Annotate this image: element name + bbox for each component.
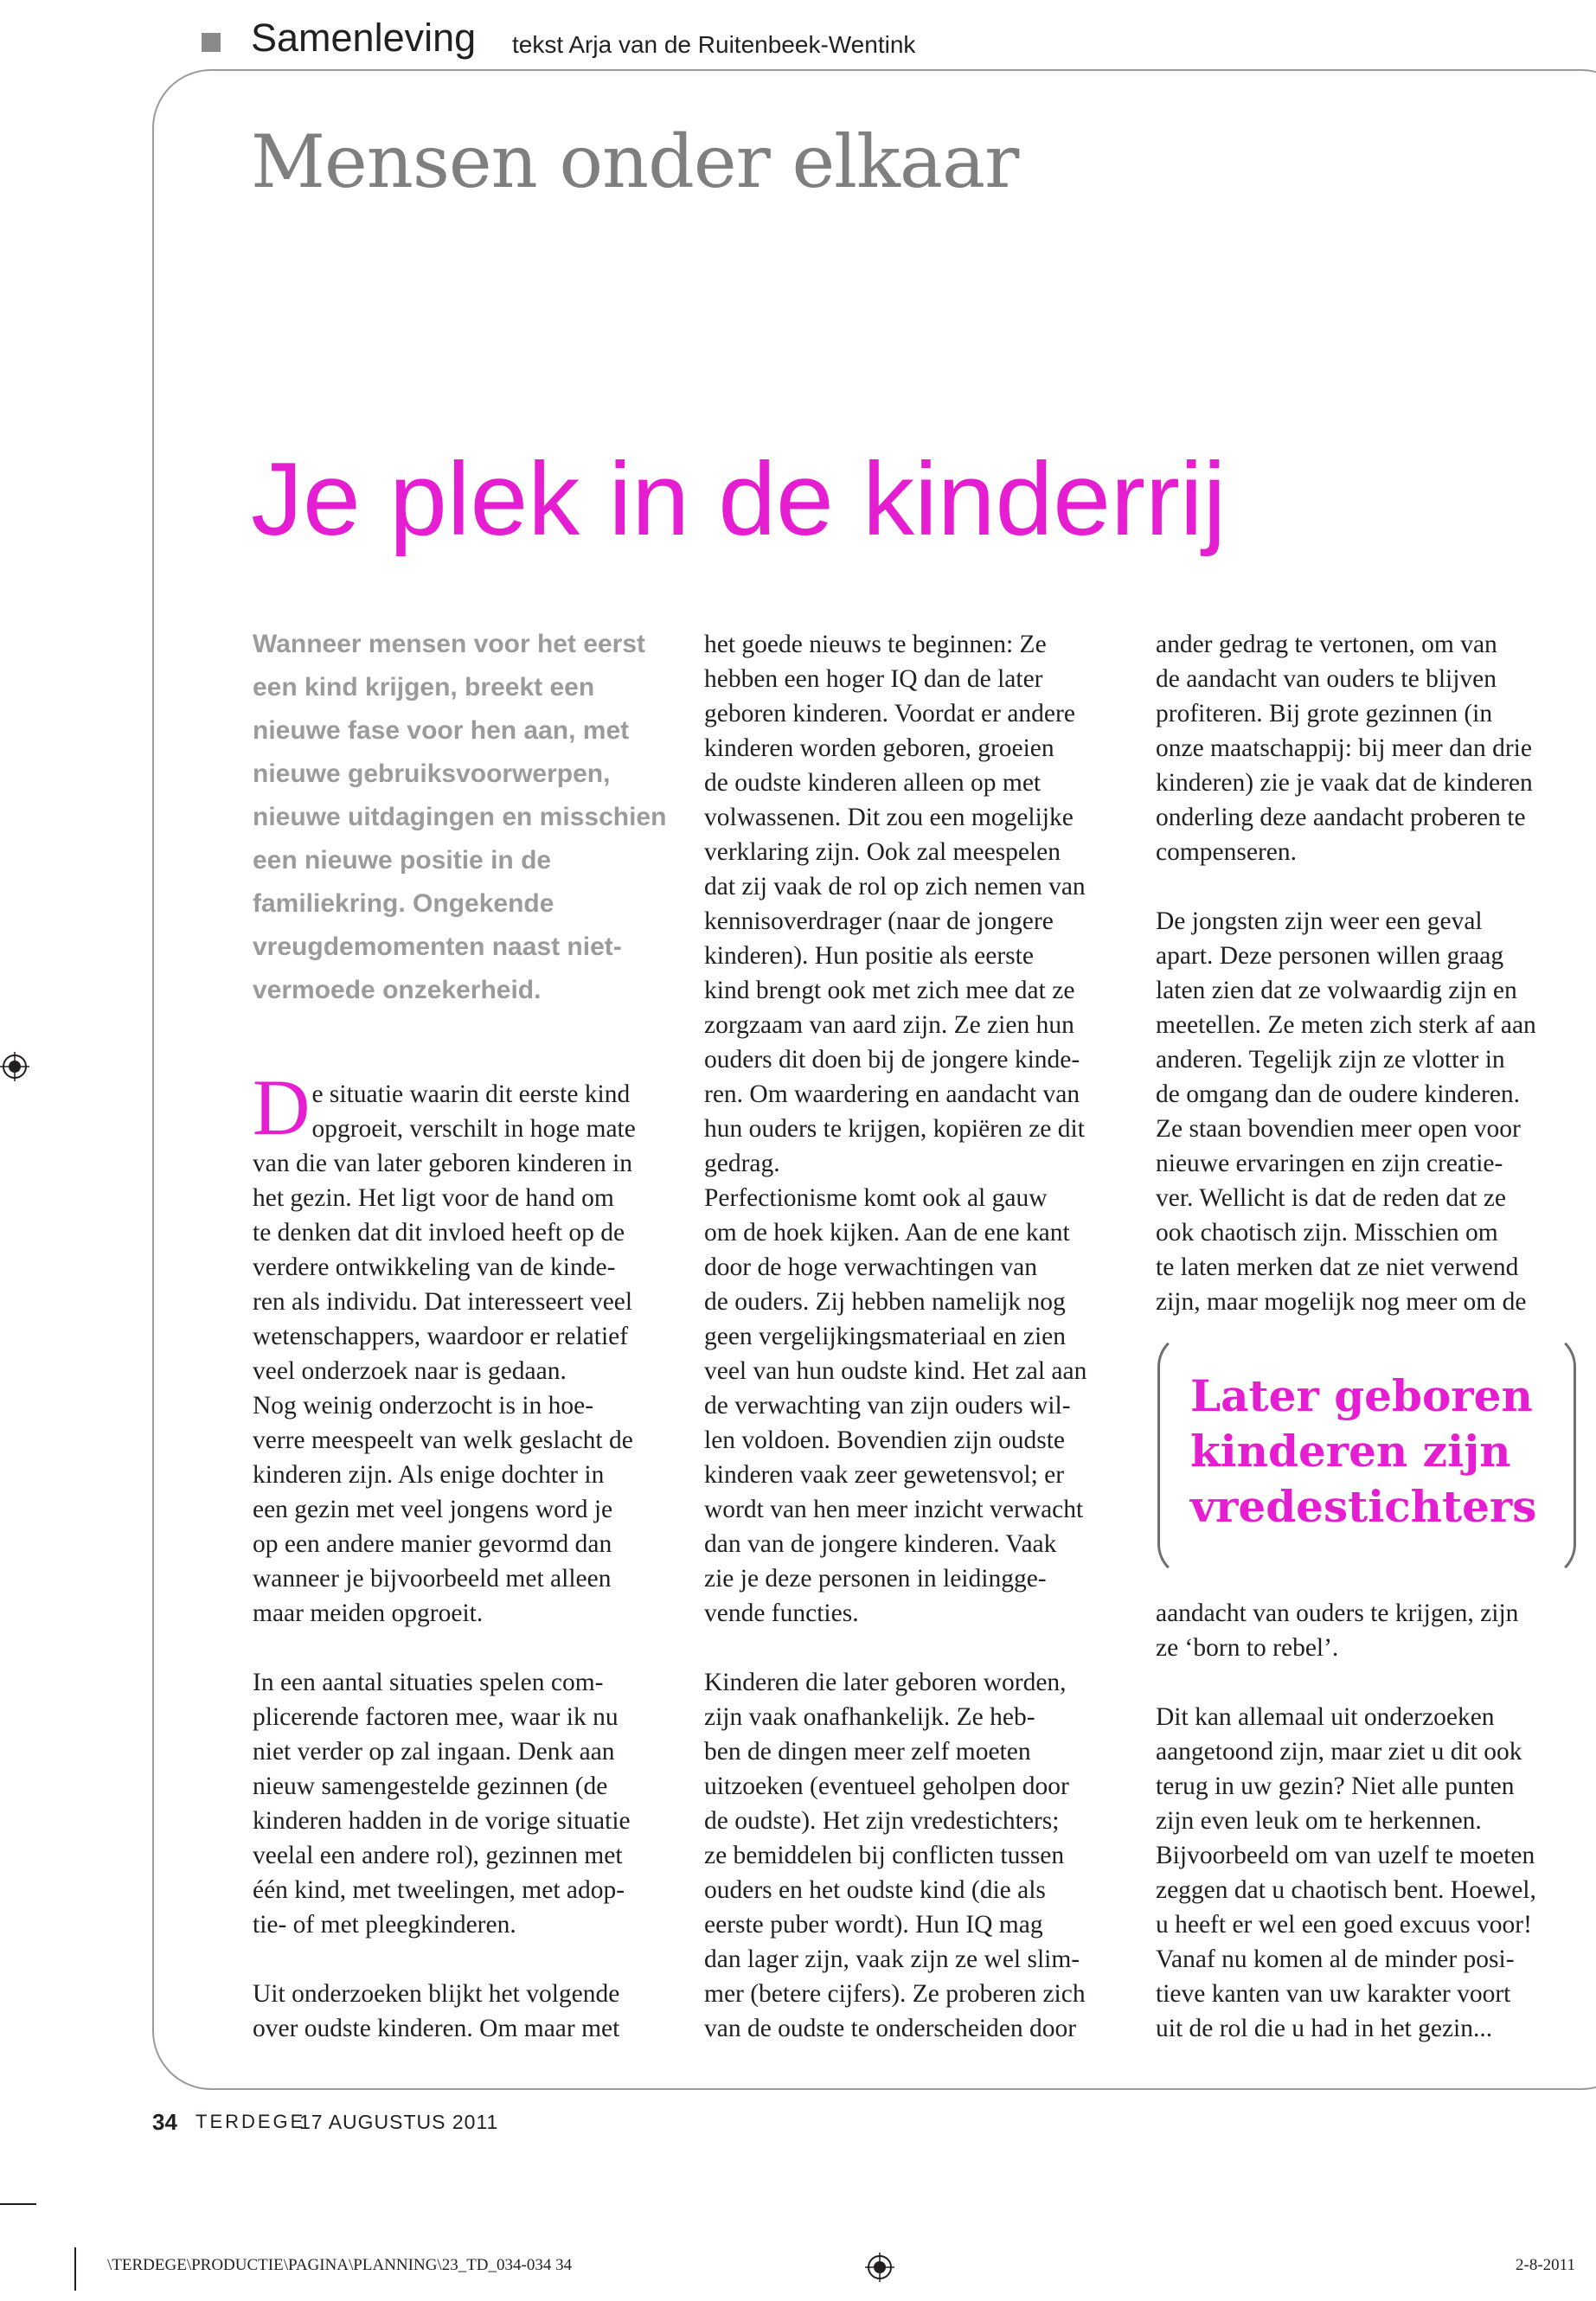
body-line: zeggen dat u chaotisch bent. Hoewel, <box>1156 1876 1536 1904</box>
body-line: zijn, maar mogelijk nog meer om de <box>1156 1288 1527 1316</box>
body-line: niet verder op zal ingaan. Denk aan <box>253 1738 615 1766</box>
body-line: wordt van hen meer inzicht verwacht <box>704 1496 1084 1523</box>
body-line: In een aantal situaties spelen com- <box>253 1669 604 1696</box>
body-line: kinderen worden geboren, groeien <box>704 734 1054 762</box>
issue-date: 17 AUGUSTUS 2011 <box>299 2111 499 2133</box>
body-line: nieuw samengestelde gezinnen (de <box>253 1772 608 1800</box>
body-column-3-bottom <box>1156 1596 1588 2046</box>
body-line: ze bemiddelen bij conflicten tussen <box>704 1842 1065 1869</box>
body-line: maar meiden opgroeit. <box>253 1599 484 1627</box>
body-line: de ouders. Zij hebben namelijk nog <box>704 1288 1066 1316</box>
body-line: Uit onderzoeken blijkt het volgende <box>253 1980 620 2008</box>
crop-mark <box>0 2203 36 2205</box>
body-line: Kinderen die later geboren worden, <box>704 1669 1067 1696</box>
body-line: van die van later geboren kinderen in <box>253 1150 633 1177</box>
body-line: kinderen). Hun positie als eerste <box>704 942 1034 970</box>
body-line: verklaring zijn. Ook zal meespelen <box>704 838 1061 866</box>
body-line: aandacht van ouders te krijgen, zijn <box>1156 1599 1519 1627</box>
body-line: kind brengt ook met zich mee dat ze <box>704 977 1075 1004</box>
body-line: veel onderzoek naar is gedaan. <box>253 1357 567 1385</box>
body-column-3-top <box>1156 627 1588 1319</box>
body-line: geen vergelijkingsmateriaal en zien <box>704 1323 1067 1350</box>
body-line: compenseren. <box>1156 838 1297 866</box>
registration-mark-icon <box>865 2253 894 2282</box>
magazine-name: TERDEGE <box>195 2111 306 2132</box>
body-line: de omgang dan de oudere kinderen. <box>1156 1080 1521 1108</box>
body-line: volwassenen. Dit zou een mogelijke <box>704 804 1074 831</box>
body-column-2 <box>704 627 1137 2046</box>
body-line: geboren kinderen. Voordat er andere <box>704 700 1075 727</box>
page-number: 34 <box>152 2109 177 2135</box>
body-line: veelal een andere rol), gezinnen met <box>253 1842 623 1869</box>
body-line: aangetoond zijn, maar ziet u dit ook <box>1156 1738 1522 1766</box>
body-line: Bijvoorbeeld om van uzelf te moeten <box>1156 1842 1535 1869</box>
body-line: anderen. Tegelijk zijn ze vlotter in <box>1156 1046 1505 1074</box>
body-line: zorgzaam van aard zijn. Ze zien hun <box>704 1011 1074 1039</box>
body-line: gedrag. <box>704 1150 780 1177</box>
section-marker <box>202 33 221 52</box>
body-line: ouders en het oudste kind (die als <box>704 1876 1046 1904</box>
body-line: opgroeit, verschilt in hoge mate <box>311 1115 636 1143</box>
body-line: veel van hun oudste kind. Het zal aan <box>704 1357 1087 1385</box>
body-line: door de hoge verwachtingen van <box>704 1253 1037 1281</box>
body-line: vende functies. <box>704 1599 859 1627</box>
body-line: terug in uw gezin? Niet alle punten <box>1156 1772 1515 1800</box>
body-line: de oudste). Het zijn vredestichters; <box>704 1807 1060 1835</box>
body-line: eerste puber wordt). Hun IQ mag <box>704 1911 1043 1939</box>
paragraph-gap <box>1156 869 1588 904</box>
body-line: te denken dat dit invloed heeft op de <box>253 1219 625 1247</box>
body-line: de aandacht van ouders te blijven <box>1156 665 1497 693</box>
article-kicker: Mensen onder elkaar <box>251 119 1019 204</box>
body-line: kinderen zijn. Als enige dochter in <box>253 1461 605 1489</box>
registration-mark-icon <box>0 1052 29 1081</box>
body-line: kennisoverdrager (naar de jongere <box>704 907 1054 935</box>
body-line: van de oudste te onderscheiden door <box>704 2015 1077 2042</box>
body-line: ander gedrag te vertonen, om van <box>1156 631 1497 658</box>
author-credit: tekst Arja van de Ruitenbeek-Wentink <box>512 31 916 58</box>
body-line: de verwachting van zijn ouders wil- <box>704 1392 1071 1420</box>
body-line: verdere ontwikkeling van de kinde- <box>253 1253 616 1281</box>
body-line: ook chaotisch zijn. Misschien om <box>1156 1219 1498 1247</box>
body-line: De jongsten zijn weer een geval <box>1156 907 1483 935</box>
body-line: plicerende factoren mee, waar ik nu <box>253 1703 619 1731</box>
drop-cap: D <box>253 1063 311 1151</box>
body-line: onze maatschappij: bij meer dan drie <box>1156 734 1532 762</box>
body-line: hebben een hoger IQ dan de later <box>704 665 1043 693</box>
body-line: nieuwe ervaringen en zijn creatie- <box>1156 1150 1503 1177</box>
article-intro: Wanneer mensen voor het eerst een kind krijgen, breekt een nieuwe fase voor hen aan, met nieuwe gebruiksvoorwerpen, nieuwe uitdagingen en misschien een nieuwe positie in de familiekring. Ongekende vreugdemomenten naast niet-vermoede onzekerheid. <box>253 630 667 1004</box>
print-slug: \TERDEGE\PRODUCTIE\PAGINA\PLANNING\23_TD_034-034 34 <box>107 2256 573 2274</box>
body-line: tie- of met pleegkinderen. <box>253 1911 516 1939</box>
body-line: e situatie waarin dit eerste kind <box>311 1080 631 1108</box>
body-line: ren. Om waardering en aandacht van <box>704 1080 1080 1108</box>
paragraph-gap <box>1156 1665 1588 1700</box>
body-line: ze ‘born to rebel’. <box>1156 1634 1339 1662</box>
body-line: zie je deze personen in leidingge- <box>704 1565 1047 1593</box>
body-line: zijn vaak onafhankelijk. Ze heb- <box>704 1703 1035 1731</box>
body-line: Vanaf nu komen al de minder posi- <box>1156 1945 1515 1973</box>
body-line: verre meespeelt van welk geslacht de <box>253 1426 633 1454</box>
body-line: Ze staan bovendien meer open voor <box>1156 1115 1521 1143</box>
body-line: Dit kan allemaal uit onderzoeken <box>1156 1703 1495 1731</box>
crop-mark <box>74 2247 76 2291</box>
body-line: over oudste kinderen. Om maar met <box>253 2015 620 2042</box>
body-line: hun ouders te krijgen, kopiëren ze dit <box>704 1115 1085 1143</box>
body-line: ver. Wellicht is dat de reden dat ze <box>1156 1184 1507 1212</box>
body-line: Nog weinig onderzocht is in hoe- <box>253 1392 594 1420</box>
body-line: ben de dingen meer zelf moeten <box>704 1738 1031 1766</box>
body-line: mer (betere cijfers). Ze proberen zich <box>704 1980 1086 2008</box>
body-line: ouders dit doen bij de jongere kinde- <box>704 1046 1080 1074</box>
body-line: zijn even leuk om te herkennen. <box>1156 1807 1482 1835</box>
body-line: tieve kanten van uw karakter voort <box>1156 1980 1511 2008</box>
body-line: op een andere manier gevormd dan <box>253 1530 612 1558</box>
body-line: uitzoeken (eventueel geholpen door <box>704 1772 1069 1800</box>
print-slug-date: 2-8-2011 <box>1516 2256 1575 2274</box>
body-line: dat zij vaak de rol op zich nemen van <box>704 873 1086 901</box>
body-line: uit de rol die u had in het gezin... <box>1156 2015 1493 2042</box>
body-line: meetellen. Ze meten zich sterk af aan <box>1156 1011 1536 1039</box>
body-line: ren als individu. Dat interesseert veel <box>253 1288 633 1316</box>
body-line: profiteren. Bij grote gezinnen (in <box>1156 700 1493 727</box>
body-line: Perfectionisme komt ook al gauw <box>704 1184 1048 1212</box>
body-line: om de hoek kijken. Aan de ene kant <box>704 1219 1070 1247</box>
body-line: het goede nieuws te beginnen: Ze <box>704 631 1047 658</box>
body-line: onderling deze aandacht proberen te <box>1156 804 1526 831</box>
body-line: één kind, met tweelingen, met adop- <box>253 1876 625 1904</box>
paragraph-gap <box>253 1631 685 1665</box>
body-line: kinderen) zie je vaak dat de kinderen <box>1156 769 1533 797</box>
paragraph-gap <box>704 1631 1137 1665</box>
body-line: kinderen hadden in de vorige situatie <box>253 1807 631 1835</box>
section-name: Samenleving <box>251 16 477 60</box>
body-line: de oudste kinderen alleen op met <box>704 769 1042 797</box>
body-line: te laten merken dat ze niet verwend <box>1156 1253 1519 1281</box>
body-line: laten zien dat ze volwaardig zijn en <box>1156 977 1517 1004</box>
body-line: wetenschappers, waardoor er relatief <box>253 1323 629 1350</box>
pull-quote: Later geboren kinderen zijn vredestichters <box>1190 1370 1537 1532</box>
body-line: u heeft er wel een goed excuus voor! <box>1156 1911 1532 1939</box>
article-headline: Je plek in de kinderrij <box>251 441 1227 557</box>
body-line: wanneer je bijvoorbeeld met alleen <box>253 1565 612 1593</box>
body-line: een gezin met veel jongens word je <box>253 1496 613 1523</box>
body-line: len voldoen. Bovendien zijn oudste <box>704 1426 1066 1454</box>
body-line: dan van de jongere kinderen. Vaak <box>704 1530 1057 1558</box>
body-line: dan lager zijn, vaak zijn ze wel slim- <box>704 1945 1080 1973</box>
body-line: het gezin. Het ligt voor de hand om <box>253 1184 614 1212</box>
body-line: apart. Deze personen willen graag <box>1156 942 1504 970</box>
body-column-1 <box>253 1063 685 2046</box>
body-line: kinderen vaak zeer gewetensvol; er <box>704 1461 1065 1489</box>
paragraph-gap <box>253 1942 685 1977</box>
